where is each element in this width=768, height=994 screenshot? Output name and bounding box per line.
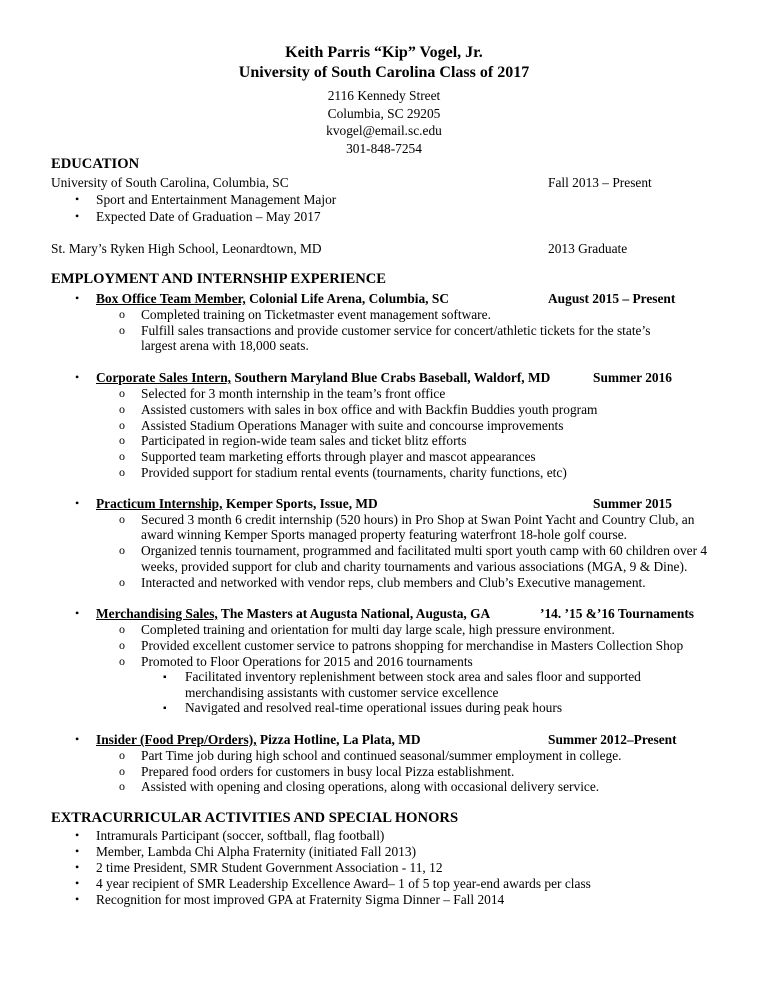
job-title: Practicum Internship, [96,496,223,511]
job-org: The Masters at Augusta National, Augusta, GA [217,606,491,621]
job-heading [96,732,421,748]
job-org: Kemper Sports, Issue, MD [222,496,378,511]
job-item: Organized tennis tournament, programmed and facilitated multi sport youth camp with 60 children over 4 [141,543,708,558]
job-title: Box Office Team Member, [96,291,246,306]
job-item: Supported team marketing efforts through player and mascot appearances [141,449,536,464]
job-date: Summer 2015 [593,496,672,511]
extracurricular-heading: EXTRACURRICULAR ACTIVITIES AND SPECIAL HONORS [51,810,459,826]
job-heading [96,291,449,307]
job-item: Assisted Stadium Operations Manager with suite and concourse improvements [141,418,564,433]
job-subitem: Navigated and resolved real-time operational issues during peak hours [185,700,563,715]
job-item: Completed training and orientation for multi day large scale, high pressure environment. [141,622,615,637]
bullet-icon: • [75,828,80,842]
circle-bullet-icon: o [119,764,125,778]
job-subitem-continued: merchandising assistants with customer service excellence [185,685,499,700]
job-heading [96,370,550,386]
job-date: Summer 2012–Present [548,732,677,747]
employment-heading: EMPLOYMENT AND INTERNSHIP EXPERIENCE [51,271,387,287]
bullet-icon: • [75,606,80,620]
job-heading [96,496,378,512]
bullet-icon: • [75,860,80,874]
job-title: Corporate Sales Intern, [96,370,232,385]
job-item: Prepared food orders for customers in busy local Pizza establishment. [141,764,515,779]
job-heading [96,606,490,622]
circle-bullet-icon: o [119,638,125,652]
circle-bullet-icon: o [119,654,125,668]
job-item-continued: weeks, provided support for club and charity tournaments and various associations (MGA, 9 & Dine). [141,559,688,574]
square-bullet-icon: ▪ [163,703,167,714]
activity-item: Intramurals Participant (soccer, softball, flag football) [96,828,385,843]
email-address: kvogel@email.sc.edu [326,123,442,138]
bullet-icon: • [75,370,80,384]
job-org: Pizza Hotline, La Plata, MD [256,732,421,747]
job-org: Colonial Life Arena, Columbia, SC [245,291,449,306]
school-usc-date: Fall 2013 – Present [548,175,652,190]
circle-bullet-icon: o [119,449,125,463]
activity-item: 2 time President, SMR Student Government Association - 11, 12 [96,860,443,875]
activity-item: Recognition for most improved GPA at Fraternity Sigma Dinner – Fall 2014 [96,892,505,907]
activity-item: Member, Lambda Chi Alpha Fraternity (initiated Fall 2013) [96,844,417,859]
circle-bullet-icon: o [119,465,125,479]
circle-bullet-icon: o [119,543,125,557]
job-title: Merchandising Sales, [96,606,218,621]
job-date: Summer 2016 [593,370,672,385]
bullet-icon: • [75,732,80,746]
activity-item: 4 year recipient of SMR Leadership Excellence Award– 1 of 5 top year-end awards per class [96,876,591,891]
circle-bullet-icon: o [119,386,125,400]
job-item: Interacted and networked with vendor reps, club members and Club’s Executive management. [141,575,646,590]
job-item: Assisted customers with sales in box office and with Backfin Buddies youth program [141,402,598,417]
job-item: Provided support for stadium rental events (tournaments, charity functions, etc) [141,465,567,480]
city-state-zip: Columbia, SC 29205 [327,106,441,121]
job-item: Provided excellent customer service to patrons shopping for merchandise in Masters Collection Shop [141,638,684,653]
circle-bullet-icon: o [119,622,125,636]
bullet-icon: • [75,892,80,906]
bullet-icon: • [75,496,80,510]
circle-bullet-icon: o [119,748,125,762]
circle-bullet-icon: o [119,323,125,337]
job-subitem: Facilitated inventory replenishment between stock area and sales floor and supported [185,669,641,684]
education-bullet: Sport and Entertainment Management Major [96,192,337,207]
bullet-icon: • [75,192,80,206]
job-item: Fulfill sales transactions and provide customer service for concert/athletic tickets for the state’s [141,323,651,338]
job-item: Participated in region-wide team sales and ticket blitz efforts [141,433,467,448]
bullet-icon: • [75,291,80,305]
circle-bullet-icon: o [119,512,125,526]
bullet-icon: • [75,876,80,890]
job-item: Assisted with opening and closing operations, along with occasional delivery service. [141,779,600,794]
circle-bullet-icon: o [119,418,125,432]
circle-bullet-icon: o [119,307,125,321]
education-bullet: Expected Date of Graduation – May 2017 [96,209,321,224]
bullet-icon: • [75,844,80,858]
job-item: Secured 3 month 6 credit internship (520 hours) in Pro Shop at Swan Point Yacht and Country Club, an [141,512,695,527]
phone-number: 301-848-7254 [346,141,422,156]
university-class: University of South Carolina Class of 2017 [238,64,530,81]
square-bullet-icon: ▪ [163,672,167,683]
job-item: Selected for 3 month internship in the team’s front office [141,386,446,401]
education-heading: EDUCATION [51,156,140,172]
school-usc: University of South Carolina, Columbia, SC [51,175,289,190]
school-high-school: St. Mary’s Ryken High School, Leonardtown, MD [51,241,322,256]
job-date: August 2015 – Present [548,291,676,306]
job-date: ’14. ’15 &’16 Tournaments [540,606,694,621]
job-org: Southern Maryland Blue Crabs Baseball, Waldorf, MD [231,370,551,385]
circle-bullet-icon: o [119,779,125,793]
job-item: Promoted to Floor Operations for 2015 and 2016 tournaments [141,654,473,669]
job-title: Insider (Food Prep/Orders), [96,732,257,747]
circle-bullet-icon: o [119,433,125,447]
job-item-continued: award winning Kemper Sports managed property featuring waterfront 18-hole golf course. [141,527,627,542]
school-high-school-date: 2013 Graduate [548,241,628,256]
circle-bullet-icon: o [119,575,125,589]
candidate-name: Keith Parris “Kip” Vogel, Jr. [285,44,483,61]
job-item: Completed training on Ticketmaster event management software. [141,307,491,322]
job-item-continued: largest arena with 18,000 seats. [141,338,309,353]
circle-bullet-icon: o [119,402,125,416]
bullet-icon: • [75,209,80,223]
street-address: 2116 Kennedy Street [327,88,441,103]
job-item: Part Time job during high school and continued seasonal/summer employment in college. [141,748,622,763]
